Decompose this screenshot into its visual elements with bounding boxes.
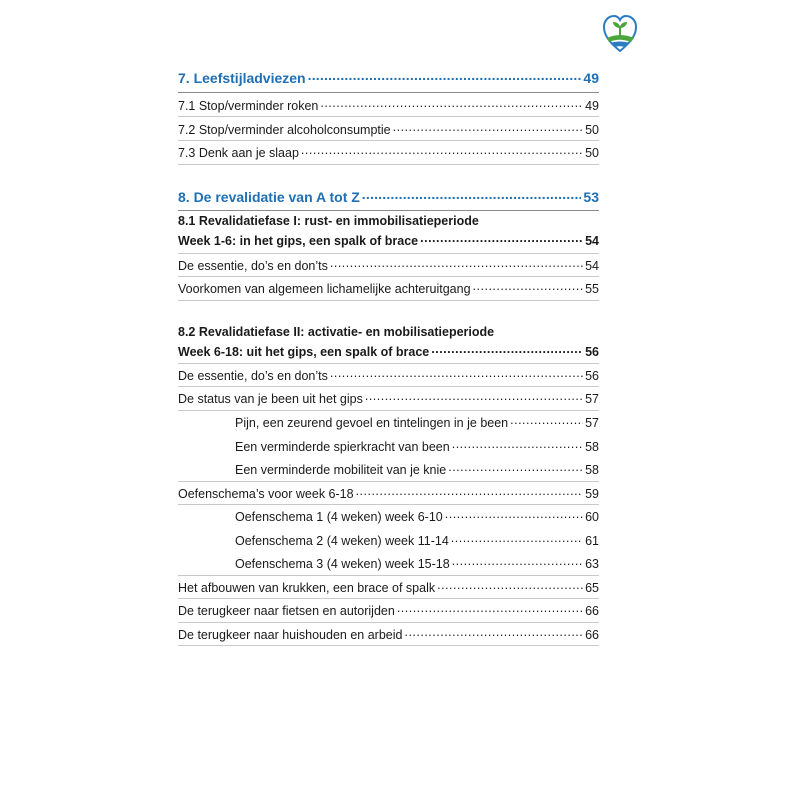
sprout-heart-logo-icon bbox=[603, 14, 637, 52]
toc-leader-dots bbox=[510, 414, 583, 427]
toc-entry-label: 7.2 Stop/verminder alcoholconsumptie bbox=[178, 122, 391, 137]
section-title-8-2: 8.2 Revalidatiefase II: activatie- en mobilisatieperiode bbox=[178, 325, 495, 339]
toc-leader-dots bbox=[420, 232, 583, 245]
toc-page-number: 49 bbox=[585, 98, 599, 113]
divider bbox=[178, 575, 599, 576]
section-title-8-1: 8.1 Revalidatiefase I: rust- en immobilisatieperiode bbox=[178, 214, 479, 228]
toc-page-number: 56 bbox=[585, 344, 599, 359]
toc-entry[interactable] bbox=[178, 144, 599, 160]
toc-page-number: 59 bbox=[585, 486, 599, 501]
toc-entry[interactable] bbox=[178, 121, 599, 137]
toc-leader-dots bbox=[362, 188, 582, 202]
toc-chapter-8[interactable] bbox=[178, 188, 599, 205]
toc-page-number: 56 bbox=[585, 368, 599, 383]
toc-page-number: 50 bbox=[585, 145, 599, 160]
toc-entry[interactable] bbox=[178, 390, 599, 406]
toc-entry[interactable] bbox=[235, 532, 599, 548]
divider bbox=[178, 210, 599, 211]
toc-entry-label: De essentie, do’s en don’ts bbox=[178, 368, 328, 383]
toc-leader-dots bbox=[452, 438, 583, 451]
toc-page-number: 66 bbox=[585, 627, 599, 642]
toc-entry[interactable] bbox=[178, 626, 599, 642]
toc-chapter-label: 7. Leefstijladviezen bbox=[178, 70, 306, 86]
divider bbox=[178, 363, 599, 364]
toc-section-8-2[interactable] bbox=[178, 343, 599, 359]
toc-entry[interactable] bbox=[178, 367, 599, 383]
divider bbox=[178, 645, 599, 646]
toc-leader-dots bbox=[301, 144, 583, 157]
toc-section-8-1[interactable] bbox=[178, 232, 599, 248]
toc-leader-dots bbox=[397, 602, 583, 615]
toc-entry[interactable] bbox=[235, 438, 599, 454]
toc-leader-dots bbox=[445, 508, 583, 521]
toc-entry-label: Een verminderde mobiliteit van je knie bbox=[235, 462, 447, 477]
toc-leader-dots bbox=[330, 257, 583, 270]
toc-leader-dots bbox=[365, 390, 583, 403]
divider bbox=[178, 92, 599, 93]
toc-page-number: 58 bbox=[585, 439, 599, 454]
toc-page-number: 63 bbox=[585, 556, 599, 571]
toc-page-number: 65 bbox=[585, 580, 599, 595]
divider bbox=[178, 386, 599, 387]
toc-entry[interactable] bbox=[178, 485, 599, 501]
divider bbox=[178, 164, 599, 165]
toc-page-number: 55 bbox=[585, 281, 599, 296]
toc-entry[interactable] bbox=[178, 280, 599, 296]
toc-page-number: 60 bbox=[585, 509, 599, 524]
toc-entry-label: De terugkeer naar fietsen en autorijden bbox=[178, 603, 395, 618]
divider bbox=[178, 276, 599, 277]
toc-leader-dots bbox=[308, 69, 582, 83]
divider bbox=[178, 481, 599, 482]
divider bbox=[178, 140, 599, 141]
toc-leader-dots bbox=[473, 280, 584, 293]
divider bbox=[178, 253, 599, 254]
toc-entry-label: Oefenschema 3 (4 weken) week 15-18 bbox=[235, 556, 450, 571]
toc-leader-dots bbox=[356, 485, 584, 498]
toc-entry-label: Het afbouwen van krukken, een brace of spalk bbox=[178, 580, 436, 595]
toc-chapter-label: 8. De revalidatie van A tot Z bbox=[178, 189, 360, 205]
toc-entry[interactable] bbox=[235, 414, 599, 430]
toc-leader-dots bbox=[451, 532, 583, 545]
toc-page-number: 57 bbox=[585, 415, 599, 430]
toc-entry-label: Week 1-6: in het gips, een spalk of brace bbox=[178, 233, 419, 248]
toc-entry-label: Voorkomen van algemeen lichamelijke achteruitgang bbox=[178, 281, 471, 296]
divider bbox=[178, 410, 599, 411]
toc-entry-label: Oefenschema 1 (4 weken) week 6-10 bbox=[235, 509, 443, 524]
divider bbox=[178, 622, 599, 623]
toc-entry[interactable] bbox=[178, 257, 599, 273]
divider bbox=[178, 300, 599, 301]
toc-leader-dots bbox=[404, 626, 583, 639]
toc-page-number: 66 bbox=[585, 603, 599, 618]
toc-entry-label: Oefenschema’s voor week 6-18 bbox=[178, 486, 354, 501]
toc-entry[interactable] bbox=[235, 508, 599, 524]
toc-leader-dots bbox=[431, 343, 583, 356]
toc-leader-dots bbox=[393, 121, 583, 134]
toc-page-number: 50 bbox=[585, 122, 599, 137]
toc-entry-label: Pijn, een zeurend gevoel en tintelingen in je been bbox=[235, 415, 509, 430]
toc-entry-label: De status van je been uit het gips bbox=[178, 391, 363, 406]
toc-entry-label: De terugkeer naar huishouden en arbeid bbox=[178, 627, 403, 642]
toc-page-number: 58 bbox=[585, 462, 599, 477]
toc-entry-label: 7.1 Stop/verminder roken bbox=[178, 98, 319, 113]
toc-page-number: 54 bbox=[585, 258, 599, 273]
toc-entry[interactable] bbox=[178, 579, 599, 595]
toc-leader-dots bbox=[320, 97, 583, 110]
divider bbox=[178, 116, 599, 117]
toc-entry-label: De essentie, do’s en don’ts bbox=[178, 258, 328, 273]
toc-page-number: 57 bbox=[585, 391, 599, 406]
toc-entry-label: Een verminderde spierkracht van been bbox=[235, 439, 450, 454]
divider bbox=[178, 598, 599, 599]
toc-page-number: 54 bbox=[585, 233, 599, 248]
toc-entry[interactable] bbox=[235, 555, 599, 571]
toc-entry[interactable] bbox=[235, 461, 599, 477]
toc-chapter-7[interactable] bbox=[178, 69, 599, 86]
toc-leader-dots bbox=[448, 461, 583, 474]
toc-page-number: 53 bbox=[583, 189, 599, 205]
toc-leader-dots bbox=[452, 555, 583, 568]
toc-page-number: 61 bbox=[585, 533, 599, 548]
toc-leader-dots bbox=[437, 579, 583, 592]
divider bbox=[178, 504, 599, 505]
toc-entry[interactable] bbox=[178, 602, 599, 618]
toc-page-number: 49 bbox=[583, 70, 599, 86]
toc-entry-label: Week 6-18: uit het gips, een spalk of brace bbox=[178, 344, 430, 359]
toc-leader-dots bbox=[330, 367, 583, 380]
toc-entry[interactable] bbox=[178, 97, 599, 113]
toc-entry-label: Oefenschema 2 (4 weken) week 11-14 bbox=[235, 533, 449, 548]
toc-entry-label: 7.3 Denk aan je slaap bbox=[178, 145, 299, 160]
